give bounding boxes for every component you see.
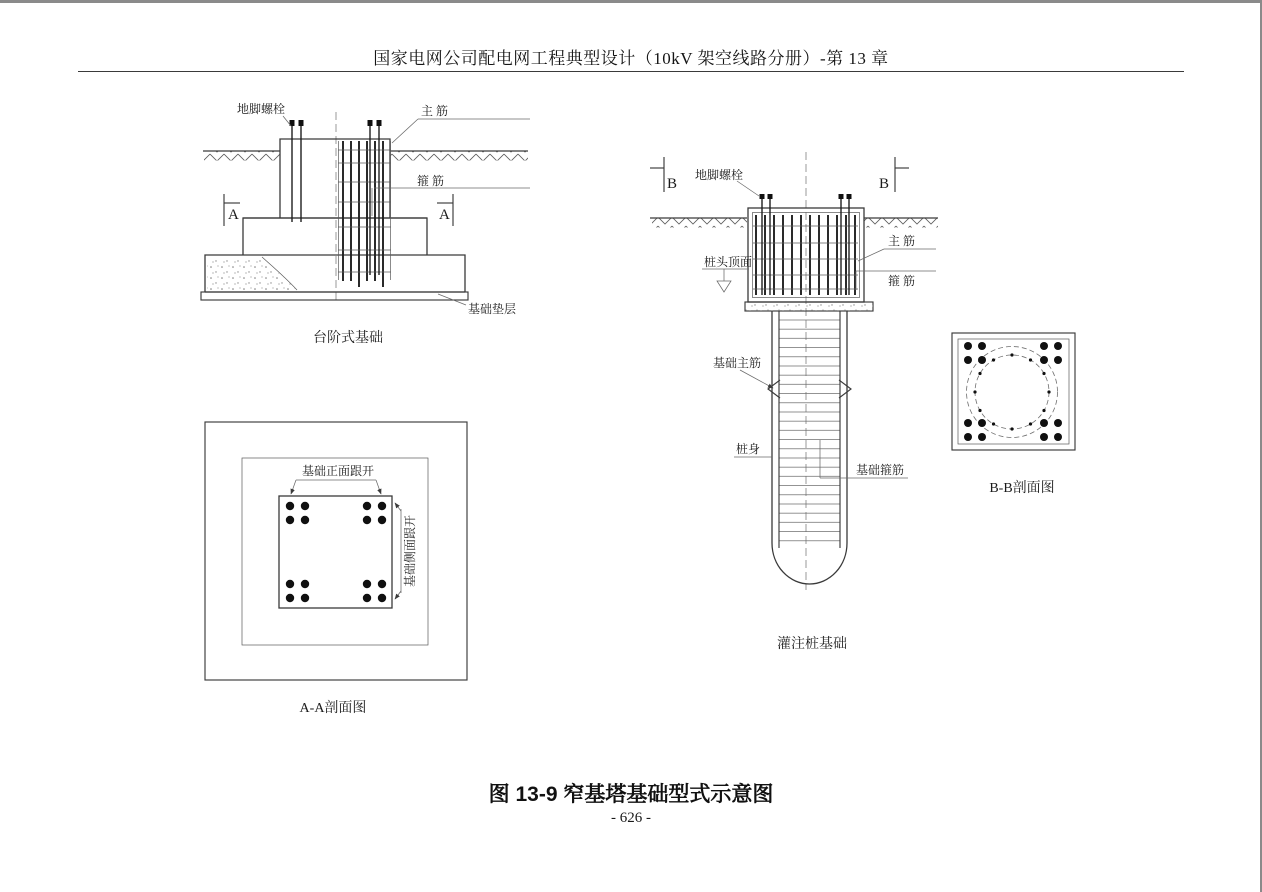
ground-hatch (864, 219, 938, 228)
bb-section-view (952, 333, 1075, 496)
label-main-rebar (858, 234, 936, 261)
anchor-bolt-dots (964, 342, 1062, 441)
label-stirrup (372, 174, 530, 216)
section-mark-a-right (437, 194, 453, 226)
label-anchor-bolt (237, 101, 291, 126)
svg-text:箍 筋: 箍 筋 (888, 274, 916, 288)
anchor-bolt-dots (286, 502, 386, 602)
front-spread-dimension (291, 463, 381, 494)
figure-caption: 图 13-9 窄基塔基础型式示意图 (488, 783, 774, 806)
pile-head-plate (745, 302, 873, 311)
svg-text:基础主筋: 基础主筋 (713, 356, 762, 370)
svg-text:基础箍筋: 基础箍筋 (856, 463, 905, 477)
label-stirrup (856, 271, 936, 290)
ground-hatch (652, 219, 747, 228)
ground-line (203, 151, 528, 161)
pedestal-column (280, 139, 390, 218)
rebar-splice-right (839, 380, 851, 398)
stepped-foundation-diagram (201, 101, 530, 346)
aa-section-caption: A-A剖面图 (299, 701, 367, 716)
svg-text:箍 筋: 箍 筋 (417, 174, 445, 188)
page-number: - 626 - (611, 810, 651, 826)
concrete-texture (207, 257, 297, 290)
svg-text:主 筋: 主 筋 (888, 234, 916, 248)
cap-stirrup-lines (753, 226, 858, 289)
cap-rebar-bars (756, 215, 855, 295)
pile-rebar-dots (973, 353, 1050, 430)
ground-hatch (204, 152, 280, 161)
bb-section-caption: B-B剖面图 (989, 481, 1055, 496)
section-mark-b-left (650, 157, 677, 192)
aa-section-view (205, 422, 467, 716)
side-spread-dimension (395, 503, 417, 599)
label-pile-body (734, 441, 772, 457)
svg-text:地脚螺栓: 地脚螺栓 (695, 168, 744, 182)
svg-text:基础垫层: 基础垫层 (468, 302, 517, 316)
pile-foundation-caption: 灌注桩基础 (777, 637, 847, 652)
pile-stirrup-rungs (779, 316, 840, 544)
label-foundation-main-rebar (713, 355, 773, 388)
cushion-layer (201, 292, 468, 300)
svg-text:桩头顶面: 桩头顶面 (704, 255, 753, 269)
section-mark-a-left (224, 194, 240, 226)
section-letter-a: A (439, 207, 450, 223)
rebar-cage (338, 141, 391, 287)
section-letter-a: A (228, 207, 239, 223)
elevation-marker-icon (717, 281, 731, 292)
header-title: 国家电网公司配电网工程典型设计（10kV 架空线路分册）-第 13 章 (373, 49, 889, 68)
bolt-plate (279, 496, 392, 608)
rebar-splice-left (768, 380, 780, 398)
label-anchor-bolt (695, 167, 759, 196)
svg-text:地脚螺栓: 地脚螺栓 (237, 102, 286, 116)
outer-boundary (952, 333, 1075, 450)
svg-text:基础侧面跟开: 基础侧面跟开 (403, 514, 417, 588)
inner-boundary (242, 458, 428, 645)
svg-text:主 筋: 主 筋 (421, 104, 449, 118)
pile-shaft (768, 311, 851, 584)
stepped-foundation-caption: 台阶式基础 (313, 331, 383, 346)
pile-foundation-diagram (650, 152, 938, 652)
label-cushion (438, 294, 516, 316)
label-main-rebar (392, 104, 530, 143)
inner-rebar-circle (975, 355, 1049, 429)
section-letter-b: B (879, 176, 890, 192)
svg-text:基础正面跟开: 基础正面跟开 (301, 464, 375, 478)
section-letter-b: B (667, 176, 678, 192)
label-pile-head-top (702, 254, 752, 292)
section-mark-b-right (879, 157, 909, 192)
ground-hatch (390, 152, 528, 161)
svg-text:桩身: 桩身 (736, 442, 761, 456)
